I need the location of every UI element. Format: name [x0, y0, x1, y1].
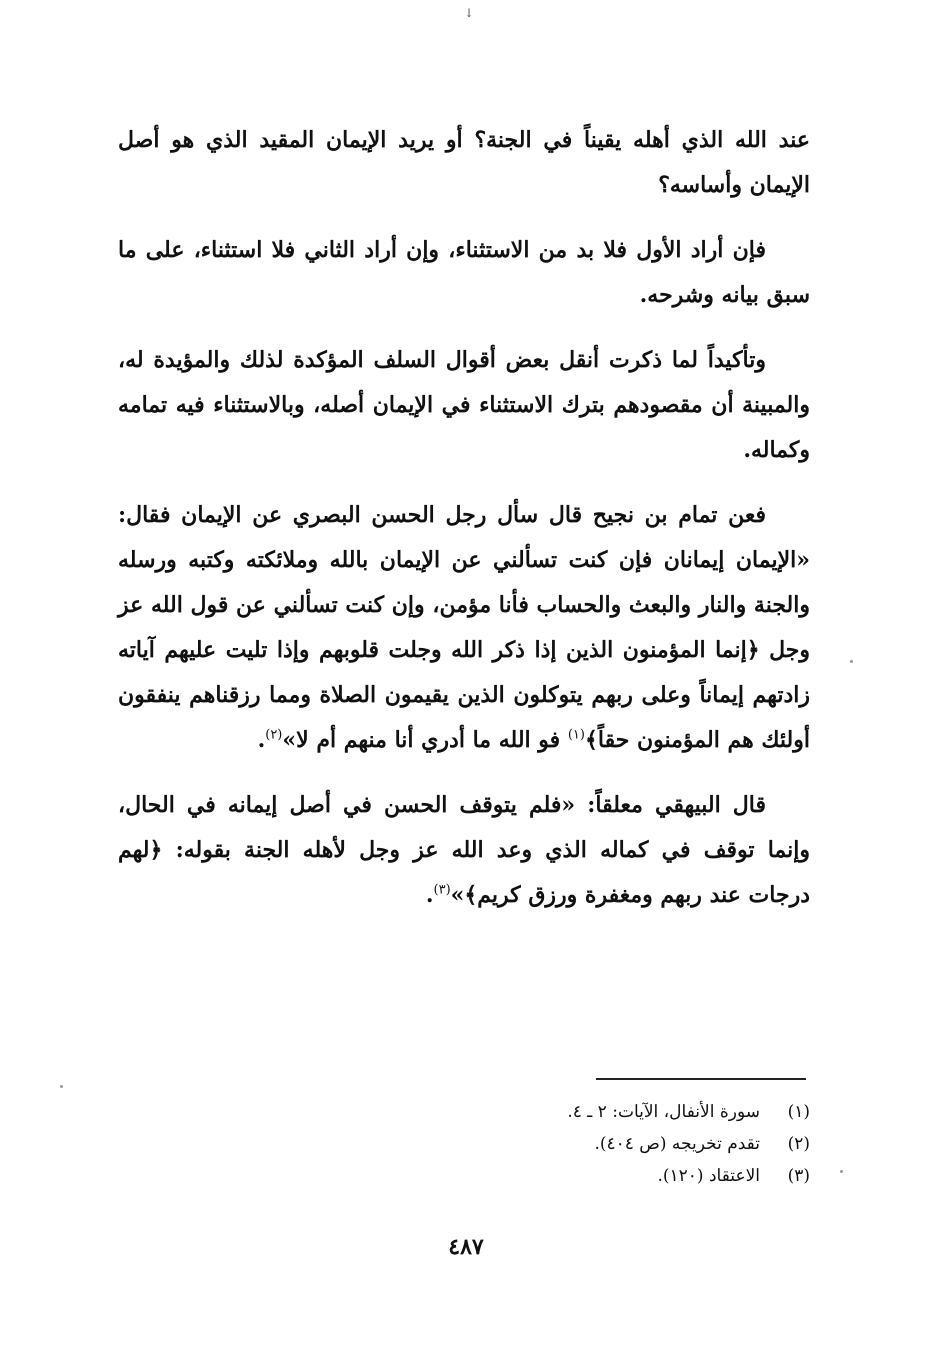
footnote-1: [400, 1096, 810, 1128]
paragraph-5-text: قال البيهقي معلقاً: «فلم يتوقف الحسن في أصل إيمانه في الحال، وإنما توقف في كماله الذي وعد الله عز وجل لأهله الجنة بقوله: ﴿لهم درجات عند ربهم ومغفرة ورزق كريم﴾»: [118, 792, 810, 908]
paragraph-5: [118, 783, 810, 918]
footnote-text: الاعتقاد (١٢٠).: [657, 1166, 760, 1186]
footnote-divider: [596, 1078, 806, 1080]
footnote-text: سورة الأنفال، الآيات: ٢ ـ ٤.: [567, 1102, 760, 1122]
footnote-number: (١): [787, 1102, 810, 1122]
footnote-number: (٢): [787, 1134, 810, 1154]
paragraph-2: فإن أراد الأول فلا بد من الاستثناء، وإن أراد الثاني فلا استثناء، على ما سبق بيانه وشرحه.: [118, 237, 810, 308]
paragraph-1: عند الله الذي أهله يقيناً في الجنة؟ أو يريد الإيمان المقيد الذي هو أصل الإيمان وأساسه؟: [118, 127, 810, 198]
footnote-2: [400, 1128, 810, 1160]
scan-speck: [840, 1170, 843, 1173]
footnote-number: (٣): [787, 1166, 810, 1186]
paragraph-4-text: فعن تمام بن نجيح قال سأل رجل الحسن البصري عن الإيمان فقال: «الإيمان إيمانان فإن كنت تسألني عن الإيمان بالله وملائكته وكتبه ورسله والجنة والنار والبعث والحساب فأنا مؤمن، وإن كنت تسألني عن قول الله عز وجل ﴿إنما المؤمنون الذين إذا ذكر الله وجلت قلوبهم وإذا تليت عليهم آياته زادتهم إيماناً وعلى ربهم يتوكلون الذين يقيمون الصلاة ومما رزقناهم ينفقون أولئك هم المؤمنون حقاً﴾: [118, 502, 810, 753]
paragraph-4: [118, 493, 810, 763]
footnote-3: [400, 1160, 810, 1192]
paragraph-3: وتأكيداً لما ذكرت أنقل بعض أقوال السلف المؤكدة لذلك والمؤيدة له، والمبينة أن مقصودهم بترك الاستثناء في الإيمان أصله، وبالاستثناء فيه تمامه وكماله.: [118, 347, 810, 463]
paragraph-4-continuation: فو الله ما أدري أنا منهم أم لا»: [282, 727, 568, 753]
main-text: [118, 118, 810, 938]
scan-speck: [60, 1085, 63, 1088]
paragraph-5-end: .: [425, 882, 434, 908]
paragraph-4-end: .: [257, 727, 266, 753]
scan-speck: [850, 660, 853, 663]
footnotes: [400, 1096, 810, 1192]
page-number: ٤٨٧: [448, 1234, 484, 1260]
footnote-ref-2: (٢): [265, 727, 283, 743]
footnote-text: تقدم تخريجه (ص ٤٠٤).: [594, 1134, 760, 1154]
scan-mark: ↓: [464, 6, 475, 20]
footnote-ref-3: (٣): [433, 882, 451, 898]
footnote-ref-1: (١): [567, 727, 585, 743]
